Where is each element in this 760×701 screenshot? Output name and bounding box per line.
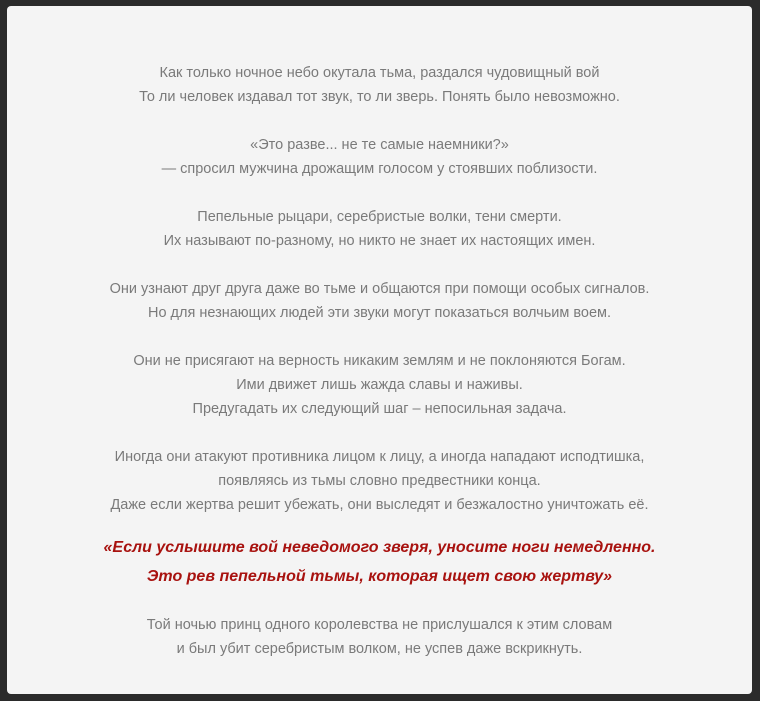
story-card — [7, 6, 752, 694]
text-line: Даже если жертва решит убежать, они выследят и безжалостно уничтожать её. — [110, 497, 649, 513]
paragraph-6 — [7, 445, 752, 517]
text-line: Как только ночное небо окутала тьма, раздался чудовищный вой — [159, 65, 600, 81]
text-line: Ими движет лишь жажда славы и наживы. — [236, 377, 523, 393]
text-line: Той ночью принц одного королевства не прислушался к этим словам — [146, 617, 613, 633]
text-line: — спросил мужчина дрожащим голосом у стоявших поблизости. — [161, 161, 598, 177]
text-line: Они не присягают на верность никаким землям и не поклоняются Богам. — [133, 353, 626, 369]
paragraph-3 — [7, 205, 752, 253]
text-line: Иногда они атакуют противника лицом к лицу, а иногда нападают исподтишка, — [114, 449, 645, 465]
quote-line: Это рев пепельной тьмы, которая ищет свою жертву» — [146, 568, 613, 585]
text-line: Их называют по-разному, но никто не знает их настоящих имен. — [163, 233, 596, 249]
text-line: Пепельные рыцари, серебристые волки, тени смерти. — [197, 209, 562, 225]
text-line: То ли человек издавал тот звук, то ли зверь. Понять было невозможно. — [139, 89, 620, 105]
paragraph-1 — [7, 61, 752, 109]
paragraph-4 — [7, 277, 752, 325]
closing-paragraph — [7, 613, 752, 661]
text-line: Но для незнающих людей эти звуки могут показаться волчьим воем. — [147, 305, 612, 321]
paragraph-2 — [7, 133, 752, 181]
paragraph-5 — [7, 349, 752, 421]
story-text — [7, 61, 752, 685]
text-line: и был убит серебристым волком, не успев даже вскрикнуть. — [176, 641, 583, 657]
highlighted-quote — [7, 533, 752, 591]
text-line: Они узнают друг друга даже во тьме и общаются при помощи особых сигналов. — [109, 281, 650, 297]
text-line: «Это разве... не те самые наемники?» — [250, 137, 509, 153]
quote-line: «Если услышите вой неведомого зверя, уносите ноги немедленно. — [103, 539, 656, 556]
text-line: появляясь из тьмы словно предвестники конца. — [218, 473, 541, 489]
text-line: Предугадать их следующий шаг – непосильная задача. — [192, 401, 567, 417]
